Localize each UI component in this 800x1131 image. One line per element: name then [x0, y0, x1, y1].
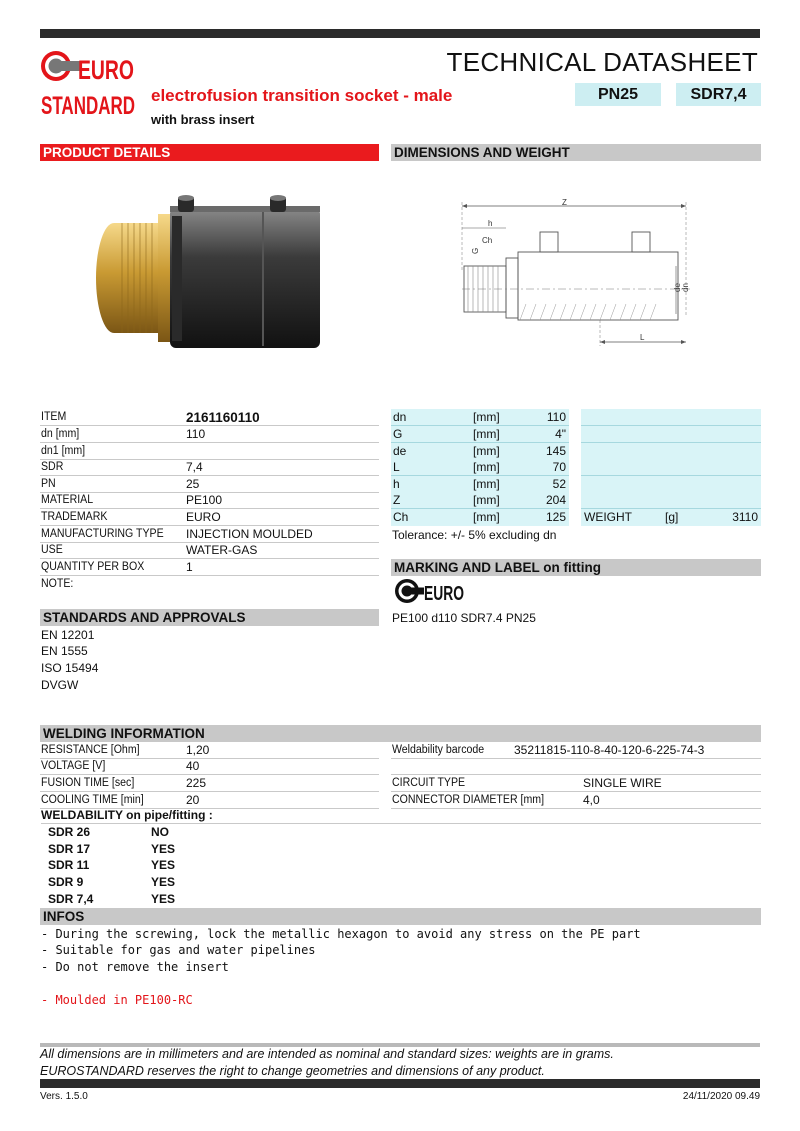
dimension-value: 145: [545, 444, 566, 458]
version: Vers. 1.5.0: [40, 1091, 88, 1102]
product-name: electrofusion transition socket - male: [151, 86, 453, 105]
print-date: 24/11/2020 09.49: [682, 1091, 760, 1102]
product-row-label: SDR: [41, 461, 64, 473]
weight-blank-row: [581, 476, 761, 493]
product-row-label: MATERIAL: [41, 494, 94, 506]
circuit-value: SINGLE WIRE: [583, 776, 662, 790]
product-row: [40, 559, 379, 576]
welding-row-label: RESISTANCE [Ohm]: [41, 744, 140, 756]
weldability-result: YES: [151, 858, 176, 872]
welding-row-value: 1,20: [186, 743, 210, 757]
dimension-row: [391, 459, 569, 476]
drawing-label-g: G: [471, 247, 480, 254]
footer-line-1: All dimensions are in millimeters and are intended as nominal and standard sizes: weights are in grams.: [40, 1047, 614, 1061]
product-row: [40, 492, 379, 509]
product-row-value: INJECTION MOULDED: [186, 527, 313, 541]
pn-badge: PN25: [575, 83, 661, 106]
blank-row: [391, 758, 761, 775]
drawing-label-h: h: [488, 219, 493, 228]
connector-value: 4,0: [583, 793, 600, 807]
product-row: [40, 476, 379, 493]
weight-row: [581, 509, 761, 526]
info-line: - Suitable for gas and water pipelines: [41, 943, 316, 957]
weight-blank-row: [581, 426, 761, 443]
dimension-key: L: [393, 460, 400, 474]
logo-bottom-text: STANDARD: [41, 92, 135, 120]
standard-item: EN 1555: [41, 644, 88, 658]
marking-logo-text: EURO: [424, 583, 464, 605]
weldability-sdr: SDR 26: [48, 825, 91, 839]
dimension-key: h: [393, 477, 400, 491]
dimension-row: [391, 443, 569, 460]
product-row-value: WATER-GAS: [186, 543, 258, 557]
product-row: [40, 542, 379, 559]
welding-row-value: 40: [186, 759, 200, 773]
product-row-value: 7,4: [186, 460, 203, 474]
weldability-title: WELDABILITY on pipe/fitting :: [41, 807, 761, 824]
infos-header: INFOS: [40, 908, 761, 925]
drawing-label-l: L: [640, 333, 645, 342]
barcode-row: [391, 742, 761, 759]
dimension-unit: [mm]: [473, 427, 500, 441]
dimension-unit: [mm]: [473, 410, 500, 424]
weight-label: WEIGHT: [584, 510, 632, 524]
product-subtitle: with brass insert: [151, 112, 255, 127]
product-row-label: NOTE:: [41, 578, 74, 590]
dimension-key: G: [393, 427, 403, 441]
barcode-value: 35211815-110-8-40-120-6-225-74-3: [514, 743, 705, 757]
weldability-result: YES: [151, 842, 176, 856]
dimension-key: Z: [393, 493, 401, 507]
dimension-value: 4": [555, 427, 566, 441]
dimension-row: [391, 426, 569, 443]
drawing-label-dn: dn: [681, 283, 690, 292]
weldability-result: YES: [151, 892, 176, 906]
dimension-value: 125: [545, 510, 566, 524]
product-row-value: 110: [186, 427, 206, 441]
circuit-label: CIRCUIT TYPE: [392, 777, 466, 789]
connector-label: CONNECTOR DIAMETER [mm]: [392, 794, 545, 806]
weight-blank-row: [581, 492, 761, 509]
logo-top-text: EURO: [78, 55, 134, 85]
info-line: - During the screwing, lock the metallic hexagon to avoid any stress on the PE part: [41, 927, 641, 941]
weldability-sdr: SDR 7,4: [48, 892, 94, 906]
product-image: [88, 198, 328, 358]
standard-item: EN 12201: [41, 628, 95, 642]
dimension-unit: [mm]: [473, 493, 500, 507]
weldability-result: NO: [151, 825, 169, 839]
welding-row-value: 20: [186, 793, 200, 807]
weldability-sdr: SDR 11: [48, 858, 90, 872]
tolerance-note: Tolerance: +/- 5% excluding dn: [392, 528, 557, 542]
product-row: [40, 459, 379, 476]
dimension-row: [391, 492, 569, 509]
standard-item: DVGW: [41, 678, 79, 692]
bottom-bar: [40, 1079, 760, 1088]
product-row: [40, 443, 379, 460]
product-row: [40, 426, 379, 443]
welding-header: WELDING INFORMATION: [40, 725, 761, 742]
welding-row-label: FUSION TIME [sec]: [41, 777, 135, 789]
dimension-row: [391, 409, 569, 426]
marking-logo: [394, 578, 466, 604]
weight-unit: [g]: [665, 510, 679, 524]
footer-line-2: EUROSTANDARD reserves the right to change geometries and dimensions of any product.: [40, 1064, 545, 1078]
standards-header: STANDARDS AND APPROVALS: [40, 609, 379, 626]
product-row: [40, 526, 379, 543]
product-row-label: dn1 [mm]: [41, 445, 86, 457]
welding-row: [40, 742, 379, 759]
circuit-row: [391, 775, 761, 792]
product-row-value: 25: [186, 477, 200, 491]
dimension-key: de: [393, 444, 407, 458]
marking-label: PE100 d110 SDR7.4 PN25: [392, 611, 536, 625]
welding-row-label: COOLING TIME [min]: [41, 794, 144, 806]
dimension-unit: [mm]: [473, 460, 500, 474]
product-row-value: EURO: [186, 510, 221, 524]
product-row-value: 2161160110: [186, 410, 260, 425]
dimension-row: [391, 509, 569, 526]
weight-blank-row: [581, 443, 761, 460]
product-row-label: PN: [41, 478, 56, 490]
dimension-unit: [mm]: [473, 477, 500, 491]
weight-value: 3110: [732, 510, 758, 524]
page-title: TECHNICAL DATASHEET: [446, 47, 758, 77]
info-note-red: - Moulded in PE100-RC: [41, 993, 193, 1007]
product-row-label: dn [mm]: [41, 428, 80, 440]
welding-row: [40, 775, 379, 792]
marking-header: MARKING AND LABEL on fitting: [391, 559, 761, 576]
product-row-label: QUANTITY PER BOX: [41, 561, 145, 573]
technical-drawing: [450, 196, 700, 350]
drawing-label-ch: Ch: [482, 236, 493, 245]
dimension-unit: [mm]: [473, 510, 500, 524]
dimension-value: 70: [552, 460, 566, 474]
product-row-label: TRADEMARK: [41, 511, 108, 523]
welding-row: [40, 758, 379, 775]
weight-blank-row: [581, 409, 761, 426]
product-row-label: ITEM: [41, 411, 67, 423]
sdr-badge: SDR7,4: [676, 83, 761, 106]
product-row-label: MANUFACTURING TYPE: [41, 528, 164, 540]
info-line: - Do not remove the insert: [41, 960, 229, 974]
weldability-sdr: SDR 17: [48, 842, 91, 856]
welding-row-value: 225: [186, 776, 207, 790]
weldability-sdr: SDR 9: [48, 875, 84, 889]
top-bar: [40, 29, 760, 38]
product-details-header: PRODUCT DETAILS: [40, 144, 379, 161]
dimension-value: 52: [552, 477, 566, 491]
dimension-value: 110: [546, 410, 566, 424]
weldability-result: YES: [151, 875, 176, 889]
product-row-label: USE: [41, 544, 63, 556]
dimension-key: Ch: [393, 510, 409, 524]
eurostandard-logo: [40, 46, 136, 118]
dimension-key: dn: [393, 410, 407, 424]
dimensions-header: DIMENSIONS AND WEIGHT: [391, 144, 761, 161]
product-row: [40, 409, 379, 426]
dimension-value: 204: [545, 493, 566, 507]
weight-blank-row: [581, 459, 761, 476]
welding-row-label: VOLTAGE [V]: [41, 760, 106, 772]
barcode-label: Weldability barcode: [392, 744, 485, 756]
drawing-label-de: de: [673, 283, 682, 292]
dimension-unit: [mm]: [473, 444, 500, 458]
product-row: [40, 509, 379, 526]
drawing-label-z: Z: [562, 198, 567, 207]
dimension-row: [391, 476, 569, 493]
product-row-value: PE100: [186, 493, 223, 507]
product-row: [40, 576, 379, 593]
standard-item: ISO 15494: [41, 661, 99, 675]
product-row-value: 1: [186, 560, 193, 574]
